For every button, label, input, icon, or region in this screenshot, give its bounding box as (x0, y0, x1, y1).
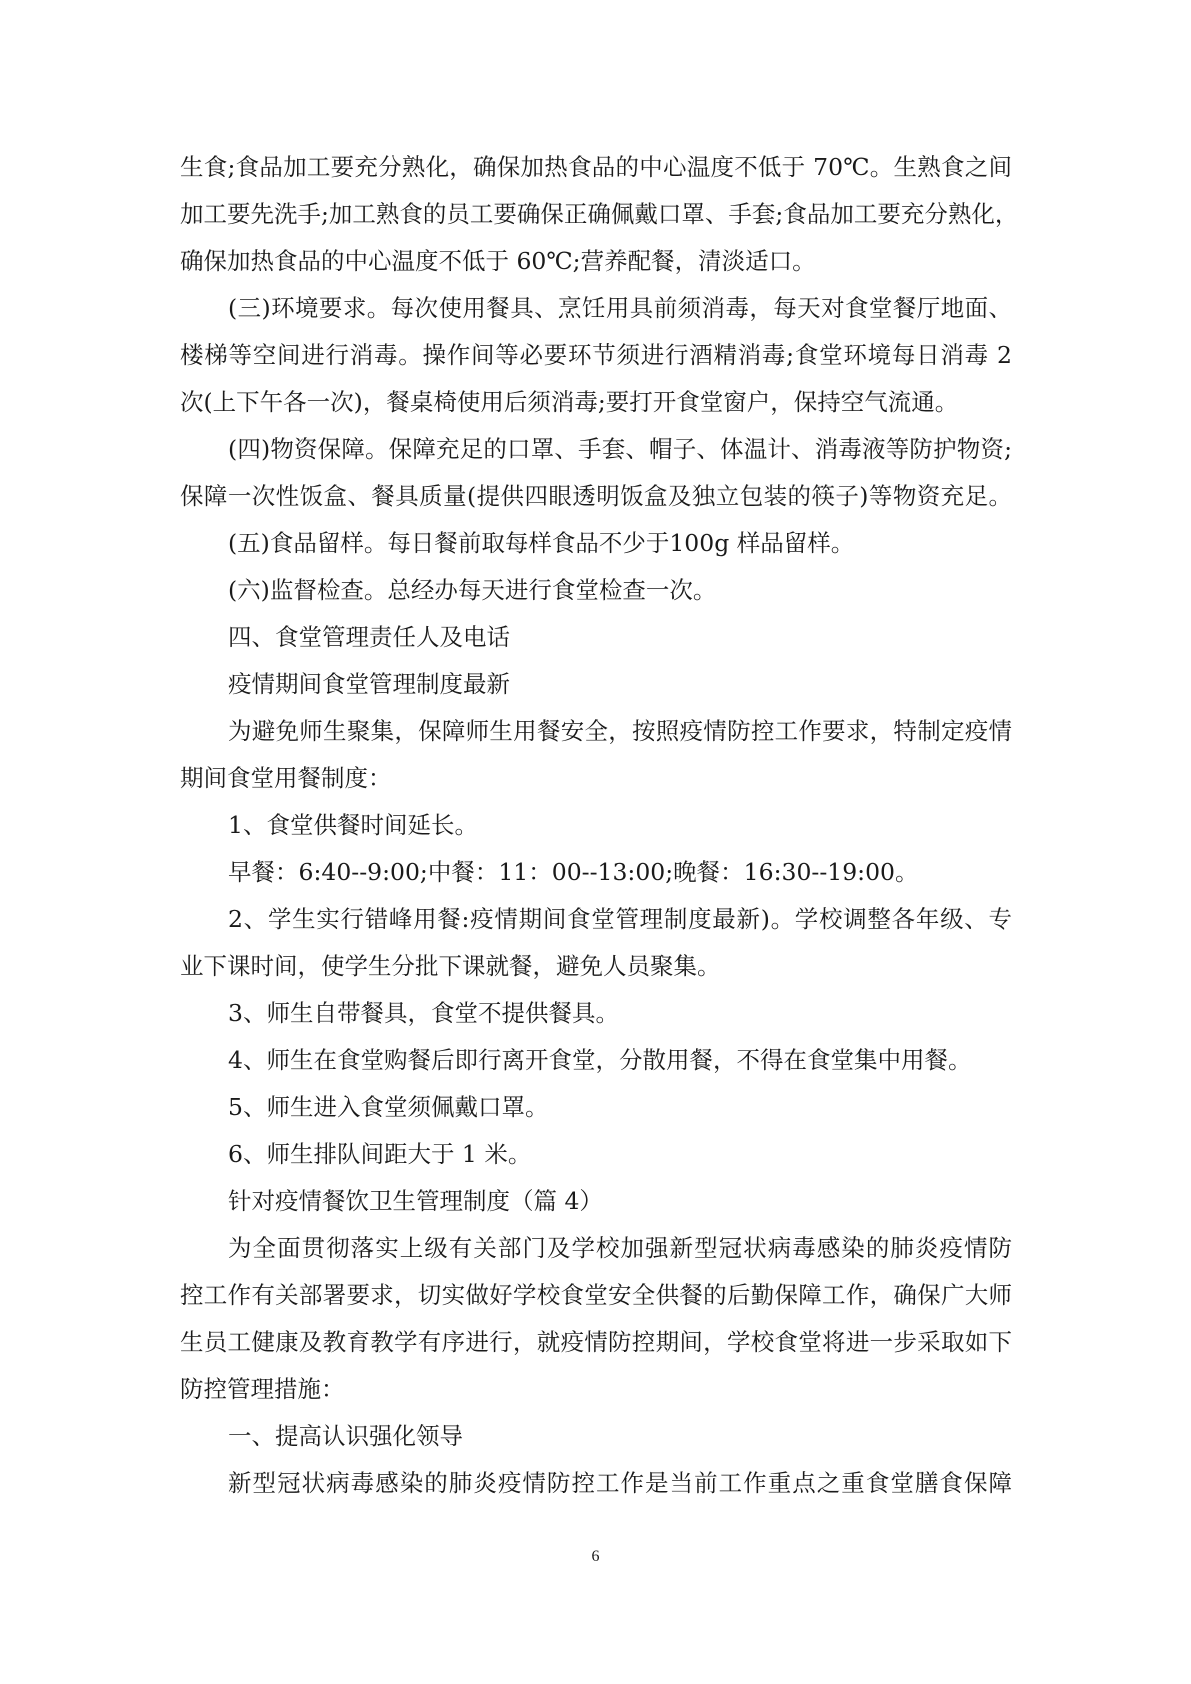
page-number: 6 (591, 1548, 600, 1565)
document-title: 针对疫情餐饮卫生管理制度（篇 4） (228, 1187, 603, 1215)
list-item: 5、师生进入食堂须佩戴口罩。 (228, 1093, 549, 1121)
text-line: 确保加热食品的中心温度不低于 60℃;营养配餐，清淡适口。 (180, 247, 816, 275)
text-line: 为全面贯彻落实上级有关部门及学校加强新型冠状病毒感染的肺炎疫情防 (228, 1234, 1012, 1262)
document-body (180, 144, 1019, 1507)
list-item: 6、师生排队间距大于 1 米。 (228, 1140, 532, 1168)
text-line: 业下课时间，使学生分批下课就餐，避免人员聚集。 (180, 952, 721, 980)
list-item: 1、食堂供餐时间延长。 (228, 811, 478, 839)
text-line: (三)环境要求。每次使用餐具、烹饪用具前须消毒，每天对食堂餐厅地面、 (228, 294, 1012, 322)
text-line: 早餐：6:40--9:00;中餐：11：00--13:00;晚餐：16:30--19:00。 (228, 858, 919, 886)
text-line: 为避免师生聚集，保障师生用餐安全，按照疫情防控工作要求，特制定疫情 (228, 717, 1012, 745)
text-line: (五)食品留样。每日餐前取每样食品不少于100g 样品留样。 (228, 529, 855, 557)
text-line: 加工要先洗手;加工熟食的员工要确保正确佩戴口罩、手套;食品加工要充分熟化， (180, 200, 1019, 228)
list-item: 2、学生实行错峰用餐:疫情期间食堂管理制度最新)。学校调整各年级、专 (228, 905, 1012, 933)
text-line: 次(上下午各一次)，餐桌椅使用后须消毒;要打开食堂窗户，保持空气流通。 (180, 388, 959, 416)
text-line: 防控管理措施： (180, 1375, 345, 1403)
text-line: 楼梯等空间进行消毒。操作间等必要环节须进行酒精消毒;食堂环境每日消毒 2 (180, 341, 1012, 369)
text-line: (四)物资保障。保障充足的口罩、手套、帽子、体温计、消毒液等防护物资; (228, 435, 1012, 463)
text-line: (六)监督检查。总经办每天进行食堂检查一次。 (228, 576, 717, 604)
document-title: 疫情期间食堂管理制度最新 (228, 670, 510, 698)
section-heading: 四、食堂管理责任人及电话 (228, 623, 510, 651)
text-line: 保障一次性饭盒、餐具质量(提供四眼透明饭盒及独立包装的筷子)等物资充足。 (180, 482, 1012, 510)
text-line: 新型冠状病毒感染的肺炎疫情防控工作是当前工作重点之重食堂膳食保障 (228, 1469, 1012, 1497)
text-line: 生员工健康及教育教学有序进行，就疫情防控期间，学校食堂将进一步采取如下 (180, 1328, 1012, 1356)
text-line: 期间食堂用餐制度： (180, 764, 392, 792)
list-item: 3、师生自带餐具，食堂不提供餐具。 (228, 999, 619, 1027)
text-line: 控工作有关部署要求，切实做好学校食堂安全供餐的后勤保障工作，确保广大师 (180, 1281, 1012, 1309)
text-line: 生食;食品加工要充分熟化，确保加热食品的中心温度不低于 70℃。生熟食之间 (180, 153, 1012, 181)
list-item: 4、师生在食堂购餐后即行离开食堂，分散用餐，不得在食堂集中用餐。 (228, 1046, 972, 1074)
section-heading: 一、提高认识强化领导 (228, 1422, 463, 1450)
